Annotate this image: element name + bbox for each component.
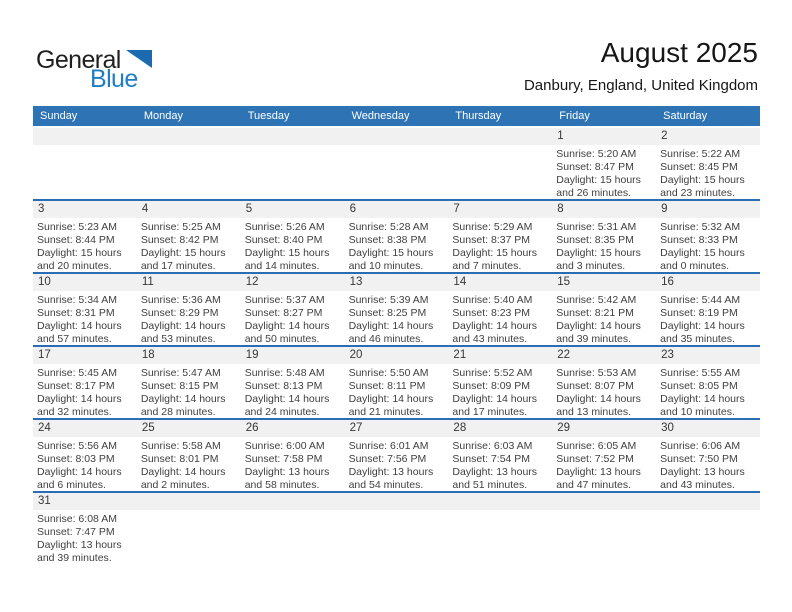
sunset-line: Sunset: 8:27 PM	[244, 307, 323, 319]
day-number	[33, 128, 137, 145]
day-details	[137, 291, 241, 345]
daylight-line: Daylight: 13 hours and 51 minutes.	[452, 466, 538, 491]
day-cell	[137, 201, 241, 272]
sunrise-line: Sunrise: 5:20 AM	[556, 148, 637, 160]
day-cell	[448, 347, 552, 418]
daylight-line: Daylight: 15 hours and 14 minutes.	[244, 247, 330, 272]
empty-day-cell	[656, 493, 760, 564]
daylight-line: Daylight: 13 hours and 43 minutes.	[660, 466, 745, 491]
daylight-line: Daylight: 13 hours and 39 minutes.	[37, 539, 122, 564]
sunset-line: Sunset: 8:31 PM	[37, 307, 115, 319]
day-header-sunday: Sunday	[40, 110, 78, 122]
day-cell	[33, 420, 137, 491]
daylight-line: Daylight: 14 hours and 21 minutes.	[348, 393, 434, 418]
sunrise-line: Sunrise: 6:05 AM	[556, 440, 637, 452]
day-details	[656, 218, 760, 272]
day-cell	[345, 347, 449, 418]
empty-day-cell	[448, 128, 552, 199]
sunrise-line: Sunrise: 5:34 AM	[37, 294, 117, 306]
daylight-line: Daylight: 15 hours and 7 minutes.	[452, 247, 538, 272]
sunrise-line: Sunrise: 5:23 AM	[37, 221, 117, 233]
sunset-line: Sunset: 7:50 PM	[660, 453, 738, 465]
sunset-line: Sunset: 8:09 PM	[452, 380, 531, 392]
sunrise-line: Sunrise: 5:25 AM	[140, 221, 221, 233]
day-details	[552, 145, 656, 199]
day-cell	[241, 274, 345, 345]
empty-day-cell	[552, 493, 656, 564]
sunset-line: Sunset: 8:03 PM	[37, 453, 115, 465]
daylight-line: Daylight: 15 hours and 3 minutes.	[556, 247, 641, 272]
day-details	[552, 218, 656, 272]
day-number: 5	[241, 201, 345, 218]
sunset-line: Sunset: 8:25 PM	[348, 307, 427, 319]
day-cell	[656, 420, 760, 491]
day-cell	[656, 128, 760, 199]
day-header-saturday: Saturday	[663, 110, 708, 122]
calendar-body	[33, 128, 760, 564]
day-number: 6	[345, 201, 449, 218]
sunset-line: Sunset: 7:52 PM	[556, 453, 634, 465]
day-cell	[241, 420, 345, 491]
day-cell	[33, 274, 137, 345]
day-details	[345, 364, 449, 418]
calendar-grid	[33, 106, 760, 564]
day-details	[33, 364, 137, 418]
empty-day-cell	[448, 493, 552, 564]
sunrise-line: Sunrise: 6:08 AM	[37, 513, 117, 525]
page-title: August 2025	[600, 37, 758, 68]
week-row	[33, 420, 760, 493]
daylight-line: Daylight: 15 hours and 0 minutes.	[660, 247, 745, 272]
week-row	[33, 274, 760, 347]
day-details	[33, 437, 137, 491]
day-details	[345, 218, 449, 272]
day-number: 11	[137, 274, 241, 291]
daylight-line: Daylight: 14 hours and 32 minutes.	[37, 393, 122, 418]
sunrise-line: Sunrise: 6:06 AM	[660, 440, 741, 452]
day-details	[552, 364, 656, 418]
location-subtitle: Danbury, England, United Kingdom	[523, 77, 758, 94]
day-details	[137, 364, 241, 418]
day-header-row	[33, 106, 760, 126]
day-number: 22	[552, 347, 656, 364]
daylight-line: Daylight: 13 hours and 58 minutes.	[244, 466, 330, 491]
general-blue-logo	[36, 46, 166, 96]
day-number: 15	[552, 274, 656, 291]
day-number: 9	[656, 201, 760, 218]
day-details	[241, 364, 345, 418]
day-cell	[345, 274, 449, 345]
empty-day-cell	[137, 493, 241, 564]
sunset-line: Sunset: 7:58 PM	[244, 453, 323, 465]
sunrise-line: Sunrise: 5:50 AM	[348, 367, 429, 379]
day-number: 30	[656, 420, 760, 437]
daylight-line: Daylight: 15 hours and 17 minutes.	[140, 247, 226, 272]
day-number: 25	[137, 420, 241, 437]
sunset-line: Sunset: 8:23 PM	[452, 307, 531, 319]
day-number	[241, 493, 345, 510]
daylight-line: Daylight: 14 hours and 57 minutes.	[37, 320, 122, 345]
empty-day-cell	[345, 493, 449, 564]
day-details	[448, 437, 552, 491]
sunset-line: Sunset: 8:29 PM	[140, 307, 219, 319]
day-details	[448, 364, 552, 418]
day-number: 26	[241, 420, 345, 437]
sunset-line: Sunset: 8:42 PM	[140, 234, 219, 246]
day-details	[448, 291, 552, 345]
day-details	[241, 218, 345, 272]
sunrise-line: Sunrise: 5:37 AM	[244, 294, 325, 306]
day-details	[33, 510, 137, 564]
day-details	[552, 437, 656, 491]
day-number: 19	[241, 347, 345, 364]
sunset-line: Sunset: 7:47 PM	[37, 526, 115, 538]
sunset-line: Sunset: 8:47 PM	[556, 161, 634, 173]
empty-day-cell	[33, 128, 137, 199]
logo-text-blue: Blue	[90, 65, 138, 93]
day-number	[345, 128, 449, 145]
sunrise-line: Sunrise: 5:39 AM	[348, 294, 429, 306]
day-details	[656, 364, 760, 418]
sunrise-line: Sunrise: 5:32 AM	[660, 221, 741, 233]
sunset-line: Sunset: 8:21 PM	[556, 307, 634, 319]
sunrise-line: Sunrise: 5:45 AM	[37, 367, 117, 379]
day-details	[448, 218, 552, 272]
sunrise-line: Sunrise: 5:29 AM	[452, 221, 533, 233]
daylight-line: Daylight: 14 hours and 53 minutes.	[140, 320, 226, 345]
daylight-line: Daylight: 14 hours and 17 minutes.	[452, 393, 538, 418]
week-row	[33, 347, 760, 420]
day-number: 27	[345, 420, 449, 437]
sunset-line: Sunset: 8:37 PM	[452, 234, 531, 246]
sunrise-line: Sunrise: 5:48 AM	[244, 367, 325, 379]
sunrise-line: Sunrise: 5:26 AM	[244, 221, 325, 233]
sunrise-line: Sunrise: 5:56 AM	[37, 440, 117, 452]
day-cell	[552, 347, 656, 418]
day-number	[137, 493, 241, 510]
week-row	[33, 201, 760, 274]
sunrise-line: Sunrise: 5:47 AM	[140, 367, 221, 379]
daylight-line: Daylight: 14 hours and 35 minutes.	[660, 320, 745, 345]
empty-day-cell	[241, 493, 345, 564]
daylight-line: Daylight: 14 hours and 39 minutes.	[556, 320, 641, 345]
day-details	[241, 291, 345, 345]
sunset-line: Sunset: 8:15 PM	[140, 380, 219, 392]
daylight-line: Daylight: 15 hours and 23 minutes.	[660, 174, 745, 199]
day-number	[137, 128, 241, 145]
sunset-line: Sunset: 8:11 PM	[348, 380, 426, 392]
day-number: 21	[448, 347, 552, 364]
day-number: 20	[345, 347, 449, 364]
sunset-line: Sunset: 8:07 PM	[556, 380, 634, 392]
day-cell	[137, 420, 241, 491]
day-cell	[33, 201, 137, 272]
day-cell	[33, 493, 137, 564]
logo-text-general: General	[36, 46, 121, 74]
day-details	[33, 291, 137, 345]
sunset-line: Sunset: 7:54 PM	[452, 453, 531, 465]
daylight-line: Daylight: 14 hours and 24 minutes.	[244, 393, 330, 418]
sunrise-line: Sunrise: 5:55 AM	[660, 367, 741, 379]
day-number	[241, 128, 345, 145]
sunset-line: Sunset: 8:44 PM	[37, 234, 115, 246]
sunrise-line: Sunrise: 5:58 AM	[140, 440, 221, 452]
day-cell	[137, 347, 241, 418]
day-details	[241, 437, 345, 491]
daylight-line: Daylight: 14 hours and 50 minutes.	[244, 320, 330, 345]
day-header-friday: Friday	[559, 110, 590, 122]
daylight-line: Daylight: 14 hours and 46 minutes.	[348, 320, 434, 345]
day-cell	[552, 201, 656, 272]
sunset-line: Sunset: 8:33 PM	[660, 234, 738, 246]
sunset-line: Sunset: 8:40 PM	[244, 234, 323, 246]
daylight-line: Daylight: 13 hours and 54 minutes.	[348, 466, 434, 491]
day-cell	[448, 201, 552, 272]
day-number: 24	[33, 420, 137, 437]
day-header-thursday: Thursday	[455, 110, 502, 122]
day-details	[656, 437, 760, 491]
day-number: 3	[33, 201, 137, 218]
day-number: 7	[448, 201, 552, 218]
day-cell	[552, 420, 656, 491]
sunrise-line: Sunrise: 6:03 AM	[452, 440, 533, 452]
week-row	[33, 493, 760, 564]
sunset-line: Sunset: 7:56 PM	[348, 453, 427, 465]
day-number: 28	[448, 420, 552, 437]
sunrise-line: Sunrise: 5:53 AM	[556, 367, 637, 379]
day-number	[656, 493, 760, 510]
daylight-line: Daylight: 14 hours and 10 minutes.	[660, 393, 745, 418]
day-number	[448, 493, 552, 510]
day-number: 29	[552, 420, 656, 437]
day-cell	[345, 420, 449, 491]
sunrise-line: Sunrise: 6:00 AM	[244, 440, 325, 452]
day-number: 14	[448, 274, 552, 291]
day-header-tuesday: Tuesday	[247, 110, 290, 122]
sunrise-line: Sunrise: 5:40 AM	[452, 294, 533, 306]
sunset-line: Sunset: 8:19 PM	[660, 307, 738, 319]
day-details	[656, 291, 760, 345]
sunrise-line: Sunrise: 6:01 AM	[348, 440, 429, 452]
day-header-monday: Monday	[143, 110, 183, 122]
day-cell	[448, 420, 552, 491]
day-details	[552, 291, 656, 345]
daylight-line: Daylight: 14 hours and 43 minutes.	[452, 320, 538, 345]
day-cell	[656, 347, 760, 418]
empty-day-cell	[241, 128, 345, 199]
day-details	[137, 437, 241, 491]
empty-day-cell	[345, 128, 449, 199]
day-cell	[137, 274, 241, 345]
day-number: 4	[137, 201, 241, 218]
day-number: 10	[33, 274, 137, 291]
day-cell	[241, 347, 345, 418]
day-cell	[33, 347, 137, 418]
day-number: 8	[552, 201, 656, 218]
sunrise-line: Sunrise: 5:42 AM	[556, 294, 637, 306]
day-number: 13	[345, 274, 449, 291]
daylight-line: Daylight: 15 hours and 10 minutes.	[348, 247, 434, 272]
day-header-wednesday: Wednesday	[351, 110, 410, 122]
day-details	[345, 437, 449, 491]
daylight-line: Daylight: 14 hours and 13 minutes.	[556, 393, 641, 418]
day-cell	[345, 201, 449, 272]
sunset-line: Sunset: 8:13 PM	[244, 380, 323, 392]
day-cell	[552, 128, 656, 199]
day-cell	[552, 274, 656, 345]
daylight-line: Daylight: 14 hours and 28 minutes.	[140, 393, 226, 418]
day-details	[656, 145, 760, 199]
day-details	[33, 218, 137, 272]
day-number	[552, 493, 656, 510]
sunset-line: Sunset: 8:01 PM	[140, 453, 219, 465]
day-number: 1	[552, 128, 656, 145]
day-number	[345, 493, 449, 510]
empty-day-cell	[137, 128, 241, 199]
day-number: 23	[656, 347, 760, 364]
daylight-line: Daylight: 14 hours and 6 minutes.	[37, 466, 122, 491]
sunset-line: Sunset: 8:35 PM	[556, 234, 634, 246]
sunrise-line: Sunrise: 5:52 AM	[452, 367, 533, 379]
day-cell	[656, 201, 760, 272]
daylight-line: Daylight: 15 hours and 20 minutes.	[37, 247, 122, 272]
day-details	[137, 218, 241, 272]
day-number	[448, 128, 552, 145]
sunrise-line: Sunrise: 5:31 AM	[556, 221, 637, 233]
sunset-line: Sunset: 8:17 PM	[37, 380, 115, 392]
day-number: 16	[656, 274, 760, 291]
day-number: 18	[137, 347, 241, 364]
daylight-line: Daylight: 13 hours and 47 minutes.	[556, 466, 641, 491]
sunset-line: Sunset: 8:05 PM	[660, 380, 738, 392]
day-cell	[656, 274, 760, 345]
day-cell	[241, 201, 345, 272]
day-cell	[448, 274, 552, 345]
sunrise-line: Sunrise: 5:44 AM	[660, 294, 741, 306]
day-number: 17	[33, 347, 137, 364]
day-number: 12	[241, 274, 345, 291]
day-number: 2	[656, 128, 760, 145]
sunrise-line: Sunrise: 5:36 AM	[140, 294, 221, 306]
sunrise-line: Sunrise: 5:22 AM	[660, 148, 741, 160]
sunset-line: Sunset: 8:45 PM	[660, 161, 738, 173]
day-details	[345, 291, 449, 345]
daylight-line: Daylight: 15 hours and 26 minutes.	[556, 174, 641, 199]
sunrise-line: Sunrise: 5:28 AM	[348, 221, 429, 233]
sunset-line: Sunset: 8:38 PM	[348, 234, 427, 246]
daylight-line: Daylight: 14 hours and 2 minutes.	[140, 466, 226, 491]
week-row	[33, 128, 760, 201]
day-number: 31	[33, 493, 137, 510]
